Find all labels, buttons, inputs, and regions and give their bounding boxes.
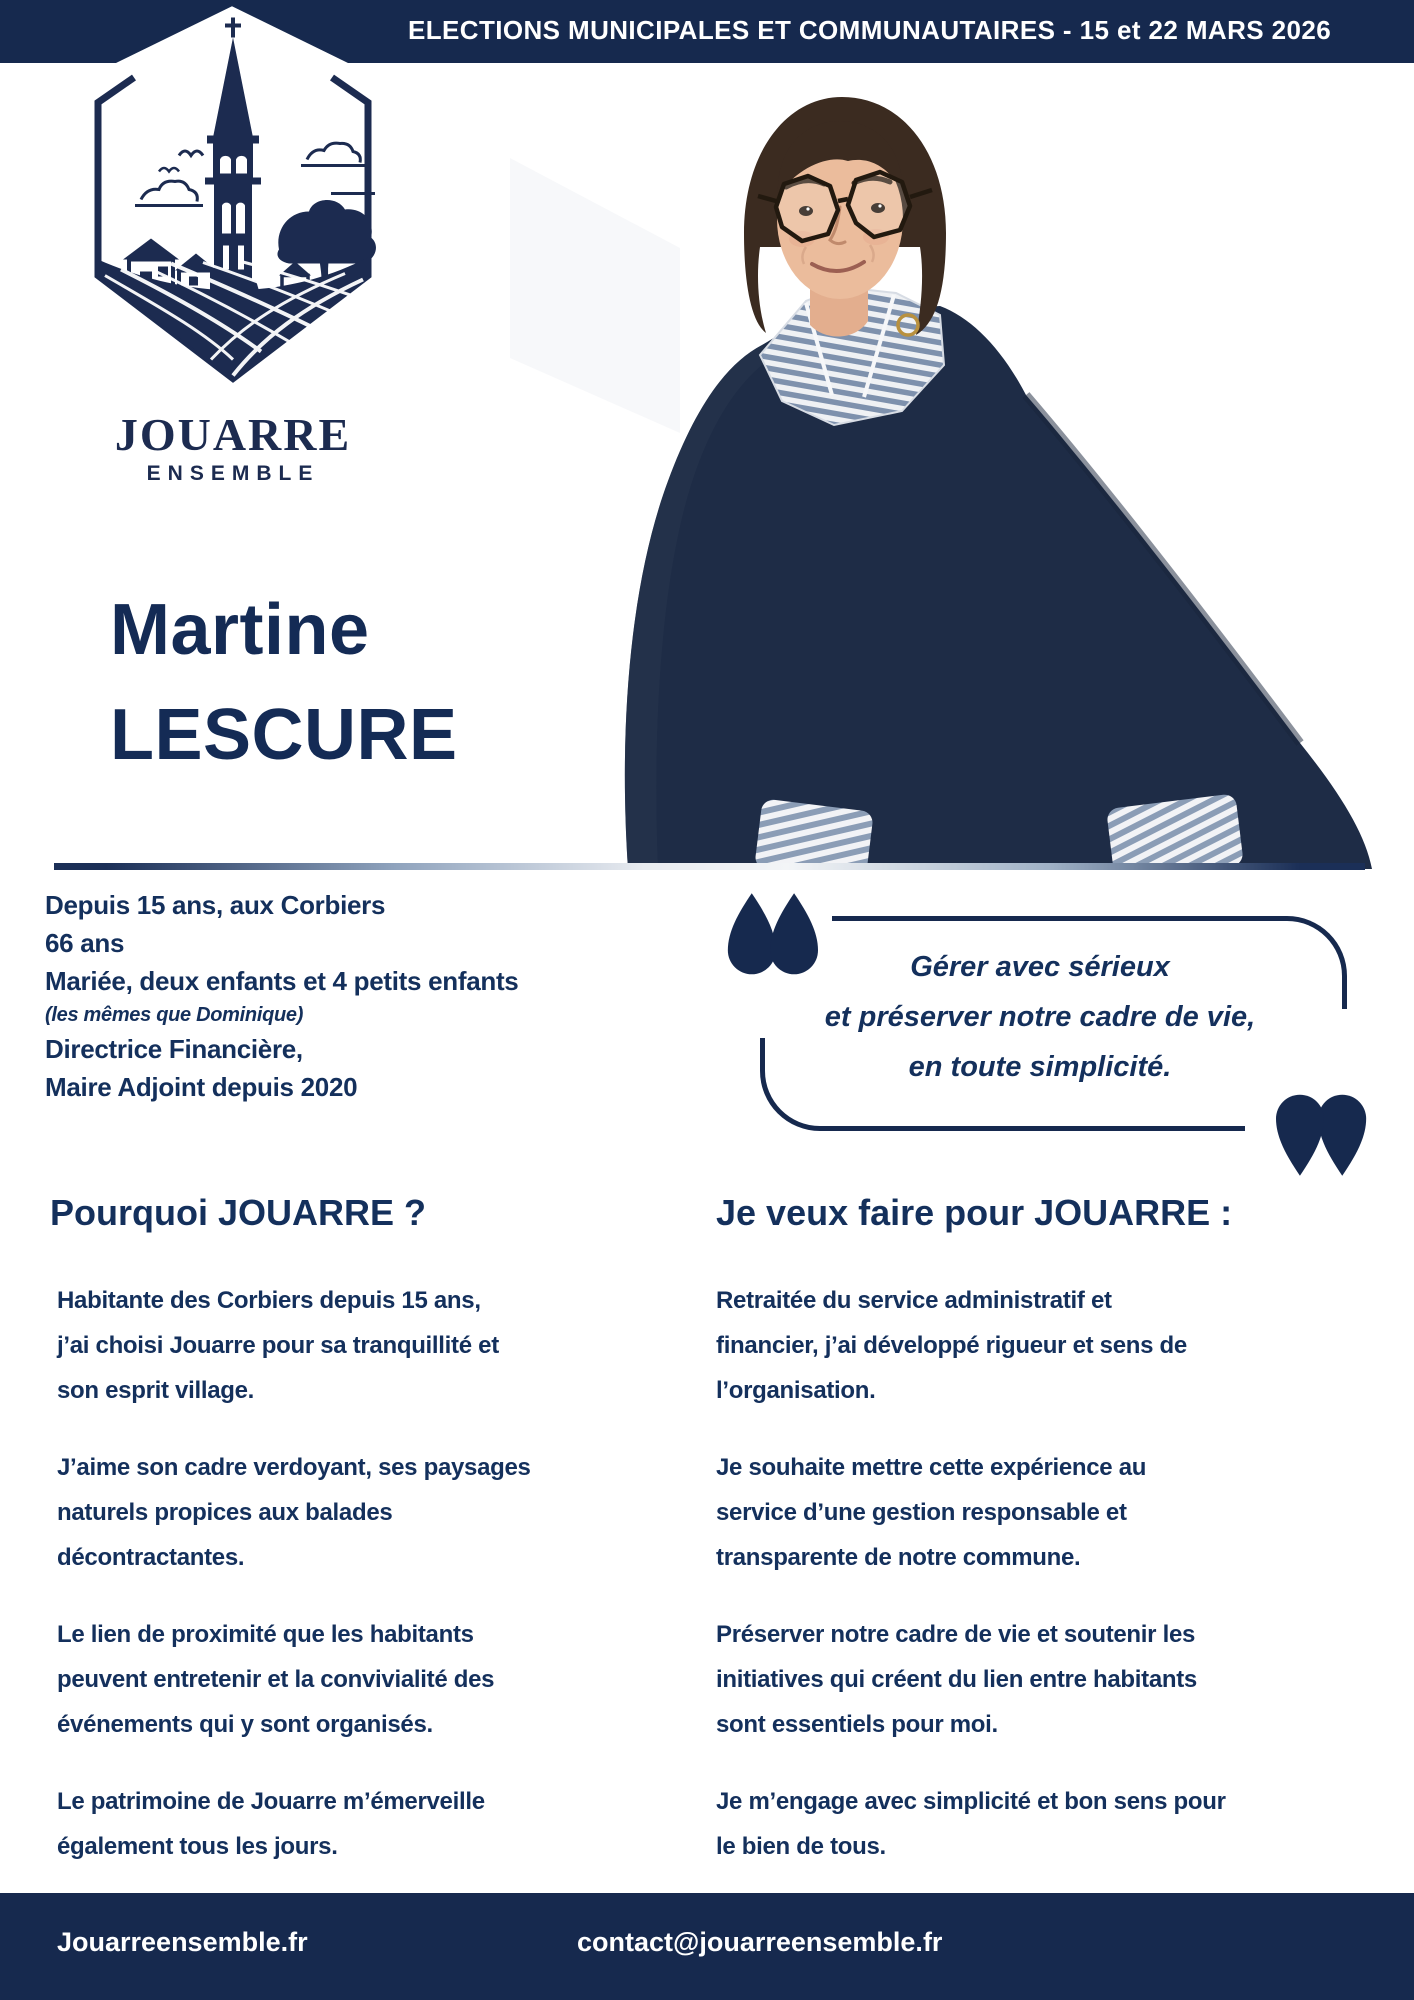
section-divider: [54, 863, 1365, 870]
paragraph-line: également tous les jours.: [57, 1833, 338, 1860]
bio-line-mandate: Maire Adjoint depuis 2020: [45, 1072, 358, 1102]
paragraph: [716, 1779, 1226, 1869]
bio-block: [45, 886, 518, 1106]
right-column-heading: Je veux faire pour JOUARRE :: [716, 1192, 1233, 1233]
bio-line-family: Mariée, deux enfants et 4 petits enfants: [45, 966, 519, 996]
paragraph-line: Je souhaite mettre cette expérience au: [716, 1454, 1147, 1481]
banner-title: ELECTIONS MUNICIPALES ET COMMUNAUTAIRES - 15 et 22 MARS 2026: [408, 15, 1332, 45]
logo-wordmark: JOUARRE: [114, 409, 352, 460]
paragraph-line: sont essentiels pour moi.: [716, 1711, 998, 1738]
candidate-first-name: Martine: [110, 590, 370, 670]
paragraph: [57, 1445, 531, 1580]
paragraph-line: J’aime son cadre verdoyant, ses paysages: [57, 1454, 531, 1481]
paragraph-line: peuvent entretenir et la convivialité des: [57, 1666, 495, 1693]
paragraph-line: initiatives qui créent du lien entre habitants: [716, 1666, 1197, 1693]
paragraph-line: service d’une gestion responsable et: [716, 1499, 1127, 1526]
footer: [0, 1893, 1414, 2000]
bio-line-job: Directrice Financière,: [45, 1034, 303, 1064]
paragraph-line: naturels propices aux balades: [57, 1499, 393, 1526]
bio-line-family-note: (les mêmes que Dominique): [45, 1004, 304, 1026]
paragraph-line: événements qui y sont organisés.: [57, 1711, 433, 1738]
candidate-last-name: LESCURE: [110, 695, 458, 775]
footer-email: contact@jouarreensemble.fr: [577, 1927, 943, 1957]
logo-emblem village-church-icon: [83, 5, 383, 390]
bio-line-age: 66 ans: [45, 928, 125, 958]
candidate-photo: [510, 63, 1414, 869]
paragraph-line: son esprit village.: [57, 1377, 255, 1404]
paragraph-line: Préserver notre cadre de vie et soutenir les: [716, 1621, 1196, 1648]
paragraph: [716, 1612, 1226, 1747]
paragraph: [57, 1612, 531, 1747]
paragraph-line: Retraitée du service administratif et: [716, 1287, 1112, 1314]
paragraph: [57, 1779, 531, 1869]
paragraph-line: l’organisation.: [716, 1377, 876, 1404]
paragraph: [57, 1278, 531, 1413]
paragraph-line: Habitante des Corbiers depuis 15 ans,: [57, 1287, 481, 1314]
paragraph-line: financier, j’ai développé rigueur et sens de: [716, 1332, 1187, 1359]
quote-close-icon: [1276, 1088, 1368, 1176]
paragraph-line: j’ai choisi Jouarre pour sa tranquillité et: [57, 1332, 499, 1359]
paragraph-line: Le lien de proximité que les habitants: [57, 1621, 474, 1648]
paragraph-line: transparente de notre commune.: [716, 1544, 1081, 1571]
left-column-heading: Pourquoi JOUARRE ?: [50, 1192, 426, 1233]
footer-website: Jouarreensemble.fr: [57, 1927, 308, 1957]
quote-line: Gérer avec sérieux: [910, 951, 1170, 983]
paragraph-line: décontractantes.: [57, 1544, 245, 1571]
candidate-name: [110, 578, 458, 788]
paragraph-line: le bien de tous.: [716, 1833, 886, 1860]
quote-line: en toute simplicité.: [908, 1051, 1172, 1083]
quote-line: et préserver notre cadre de vie,: [824, 1001, 1256, 1033]
bio-line-residence: Depuis 15 ans, aux Corbiers: [45, 890, 386, 920]
paragraph-line: Je m’engage avec simplicité et bon sens pour: [716, 1788, 1226, 1815]
quote-text: [740, 942, 1340, 1092]
paragraph: [716, 1278, 1226, 1413]
right-column: [716, 1278, 1226, 1901]
logo-tagline: ENSEMBLE: [146, 462, 320, 485]
left-column: [57, 1278, 531, 1901]
paragraph-line: Le patrimoine de Jouarre m’émerveille: [57, 1788, 485, 1815]
paragraph: [716, 1445, 1226, 1580]
